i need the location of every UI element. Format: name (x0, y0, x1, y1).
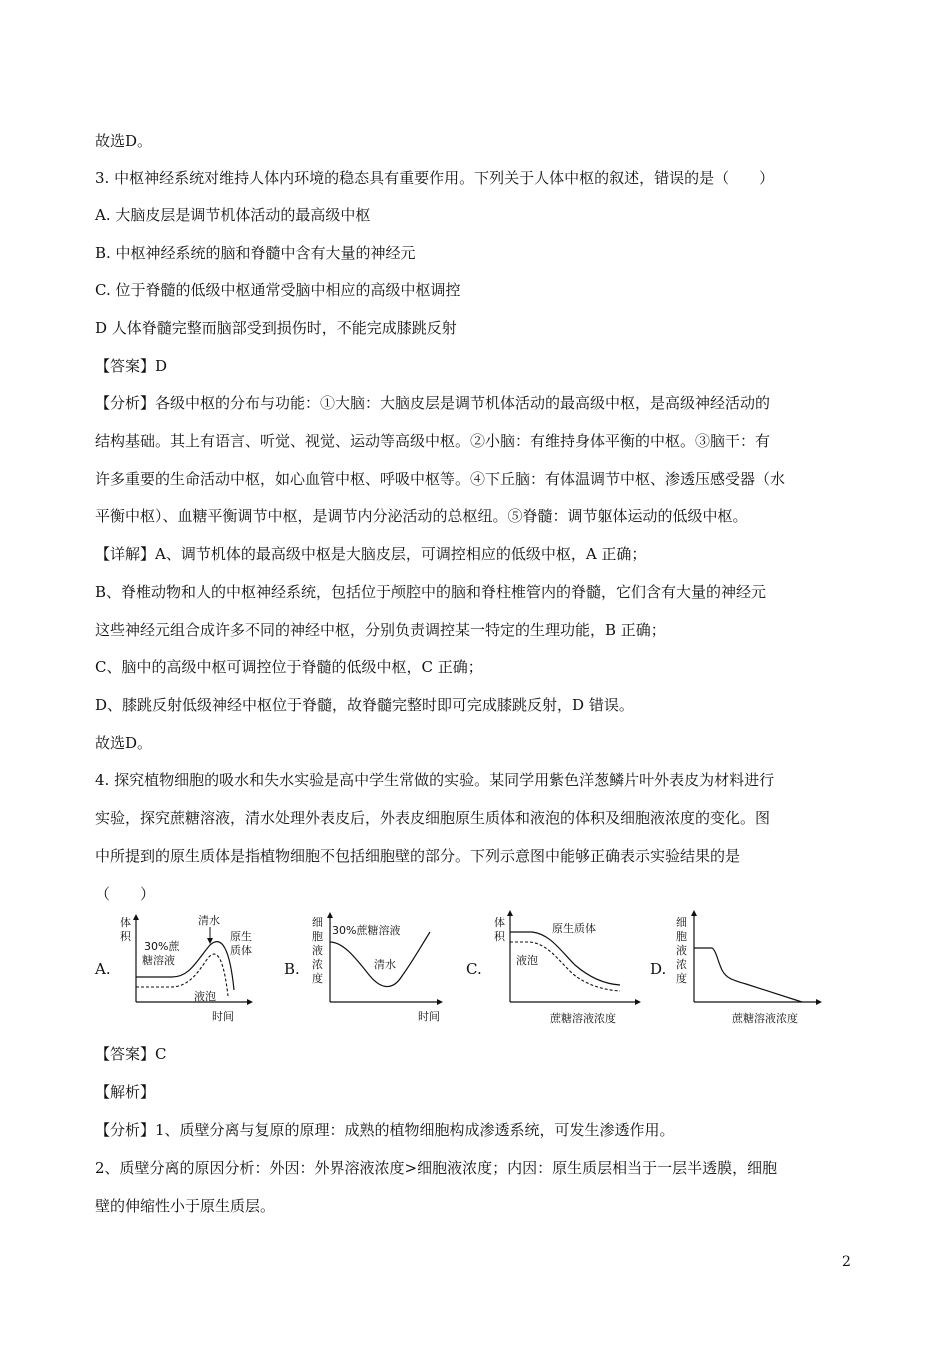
text-line: 2、质壁分离的原因分析：外因：外界溶液浓度>细胞液浓度；内因：原生质层相当于一层半透膜，细胞 (95, 1159, 778, 1177)
text-line: 【分析】1、质壁分离与复原的原理：成熟的植物细胞构成渗透系统，可发生渗透作用。 (95, 1121, 675, 1139)
c-ann-vacuole: 液泡 (516, 954, 538, 967)
c-ylabel-2: 积 (494, 930, 505, 943)
option-c-label: C. (466, 960, 482, 978)
option-d-label: D. (650, 960, 667, 978)
d-ylabel-2: 胞 (676, 930, 687, 943)
a-ann-proto-2: 质体 (230, 944, 252, 957)
b-xlabel: 时间 (418, 1010, 440, 1023)
b-ylabel-2: 胞 (312, 930, 323, 943)
a-ann-sucrose-1: 30%蔗 (144, 940, 180, 953)
text-line: B. 中枢神经系统的脑和脊髓中含有大量的神经元 (95, 244, 416, 262)
figure-option-a (112, 910, 252, 1029)
text-line: D、膝跳反射低级神经中枢位于脊髓，故脊髓完整时即可完成膝跳反射，D 错误。 (95, 696, 634, 714)
text-line: 【详解】A、调节机体的最高级中枢是大脑皮层，可调控相应的低级中枢，A 正确； (95, 545, 647, 563)
a-ann-vacuole: 液泡 (194, 990, 216, 1003)
text-line: C、脑中的高级中枢可调控位于脊髓的低级中枢，C 正确； (95, 658, 483, 676)
b-ylabel-5: 度 (312, 972, 323, 985)
text-line: B、脊椎动物和人的中枢神经系统，包括位于颅腔中的脑和脊柱椎管内的脊髓，它们含有大量的神经元 (95, 583, 767, 601)
a-ann-sucrose-2: 糖溶液 (142, 954, 175, 967)
b-ylabel-3: 液 (312, 944, 323, 957)
a-ylabel-1: 体 (120, 916, 131, 929)
a-ylabel-2: 积 (120, 930, 131, 943)
text-line: A. 大脑皮层是调节机体活动的最高级中枢 (95, 206, 371, 224)
text-line: 结构基础。其上有语言、听觉、视觉、运动等高级中枢。②小脑：有维持身体平衡的中枢。③脑干：有 (95, 432, 771, 450)
page-number: 2 (842, 1254, 851, 1270)
a-ann-water: 清水 (198, 914, 220, 927)
figure-option-b (302, 910, 442, 1029)
b-ylabel-1: 细 (312, 916, 323, 929)
d-ylabel-5: 度 (676, 972, 687, 985)
text-line: 许多重要的生命活动中枢，如心血管中枢、呼吸中枢等。④下丘脑：有体温调节中枢、渗透压感受器（水 (95, 470, 786, 488)
d-ylabel-1: 细 (676, 916, 687, 929)
option-b-label: B. (284, 960, 300, 978)
b-ylabel-4: 浓 (312, 958, 323, 971)
text-line: D 人体脊髓完整而脑部受到损伤时，不能完成膝跳反射 (95, 319, 457, 337)
c-xlabel: 蔗糖溶液浓度 (550, 1012, 616, 1025)
text-line: 平衡中枢）、血糖平衡调节中枢，是调节内分泌活动的总枢纽。⑤脊髓：调节躯体运动的低级中枢。 (95, 507, 748, 525)
text-line: 3. 中枢神经系统对维持人体内环境的稳态具有重要作用。下列关于人体中枢的叙述，错误的是（ ） (95, 169, 775, 187)
text-line: 【答案】C (95, 1045, 167, 1063)
figure-option-d (676, 910, 826, 1029)
d-xlabel: 蔗糖溶液浓度 (732, 1012, 798, 1025)
text-line: 中所提到的原生质体是指植物细胞不包括细胞壁的部分。下列示意图中能够正确表示实验结果的是 (95, 847, 741, 865)
figure-option-c (490, 910, 640, 1029)
text-line: 这些神经元组合成许多不同的神经中枢，分别负责调控某一特定的生理功能，B 正确； (95, 621, 666, 639)
text-line: 壁的伸缩性小于原生质层。 (95, 1197, 276, 1215)
text-line: 4. 探究植物细胞的吸水和失水实验是高中学生常做的实验。某同学用紫色洋葱鳞片叶外表皮为材料进行 (95, 771, 775, 789)
a-xlabel: 时间 (212, 1010, 234, 1023)
text-line: 【解析】 (95, 1083, 156, 1101)
a-ann-proto-1: 原生 (230, 930, 252, 943)
text-line: 故选D。 (95, 734, 153, 752)
text-line: C. 位于脊髓的低级中枢通常受脑中相应的高级中枢调控 (95, 281, 461, 299)
text-line: 【分析】各级中枢的分布与功能：①大脑：大脑皮层是调节机体活动的最高级中枢，是高级神经活动的 (95, 394, 771, 412)
d-ylabel-4: 浓 (676, 958, 687, 971)
text-line: 实验，探究蔗糖溶液，清水处理外表皮后，外表皮细胞原生质体和液泡的体积及细胞液浓度的变化。图 (95, 809, 771, 827)
text-line: 故选D。 (95, 132, 153, 150)
c-ylabel-1: 体 (494, 916, 505, 929)
option-a-label: A. (95, 960, 111, 978)
b-ann-sucrose: 30%蔗糖溶液 (332, 924, 401, 937)
c-ann-proto: 原生质体 (552, 922, 596, 935)
text-line: 【答案】D (95, 357, 168, 375)
b-ann-water: 清水 (374, 958, 396, 971)
d-ylabel-3: 液 (676, 944, 687, 957)
text-line: （ ） (95, 885, 156, 903)
